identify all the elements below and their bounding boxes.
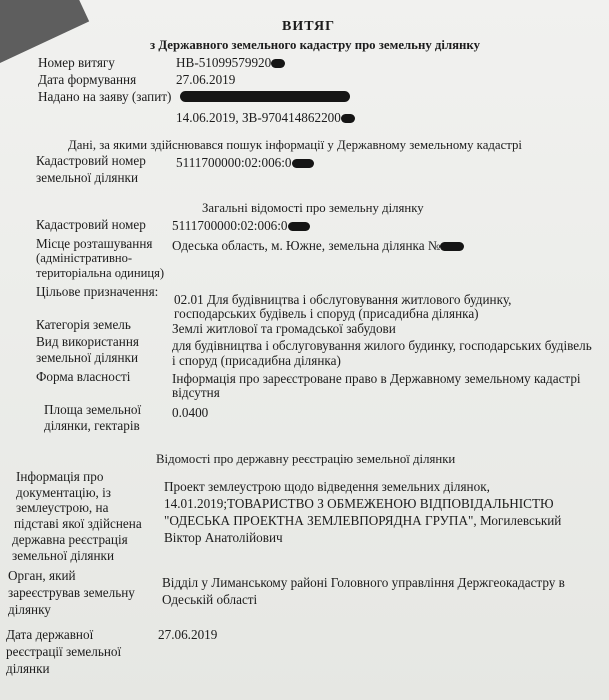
area-label-1: Площа земельної [44, 402, 142, 417]
category-value: Землі житлової та громадської забудови [172, 321, 396, 336]
category-label: Категорія земель [36, 317, 131, 332]
registration-heading: Відомості про державну реєстрацію земельної ділянки [156, 452, 456, 466]
redaction-mark [271, 59, 285, 68]
request-value: 14.06.2019, ЗВ-970414862200 [176, 110, 355, 125]
redaction-mark [180, 91, 350, 102]
location-label-1: Місце розташування [36, 236, 153, 251]
extract-number-value: НВ-51099579920 [176, 55, 285, 70]
reg-date-label-1: Дата державної [6, 627, 94, 642]
search-cadastral-label-1: Кадастровий номер [36, 153, 146, 168]
redaction-mark [288, 222, 310, 231]
authority-value-1: Відділ у Лиманському районі Головного управління Держгеокадастру в [162, 575, 565, 590]
reg-date-label-2: реєстрації земельної [6, 644, 122, 659]
doc-label-5: державна реєстрація [12, 532, 128, 547]
authority-label-3: ділянку [8, 602, 51, 617]
location-label-2: (адміністративно- [36, 251, 133, 265]
doc-label-6: земельної ділянки [12, 548, 115, 563]
extract-number-label: Номер витягу [38, 55, 115, 70]
authority-value-2: Одеській області [162, 592, 258, 607]
document-subtitle: з Державного земельного кадастру про земельну ділянку [150, 38, 481, 52]
doc-label-4: підставі якої здійснена [14, 516, 142, 531]
general-cadastral-label: Кадастровий номер [36, 217, 146, 232]
request-label: Надано на заяву (запит) [38, 89, 172, 104]
formed-date-value: 27.06.2019 [176, 72, 236, 87]
use-label-2: земельної ділянки [36, 350, 139, 365]
reg-date-label-3: ділянки [6, 661, 50, 676]
search-cadastral-value: 5111700000:02:006:0 [176, 155, 314, 170]
request-redaction [180, 88, 350, 103]
doc-label-2: документацію, із [16, 485, 112, 500]
general-heading: Загальні відомості про земельну ділянку [202, 201, 424, 215]
use-value-2: і споруд (присадибна ділянка) [172, 353, 341, 368]
search-cadastral-label-2: земельної ділянки [36, 170, 139, 185]
formed-date-label: Дата формування [38, 72, 137, 87]
area-value: 0.0400 [172, 405, 209, 420]
location-value: Одеська область, м. Южне, земельна ділянка № [172, 238, 464, 253]
doc-value-4: Віктор Анатолійович [164, 530, 283, 545]
purpose-value-1: 02.01 Для будівництва і обслуговування житлового будинку, [174, 292, 512, 307]
authority-label-1: Орган, який [8, 568, 76, 583]
search-heading: Дані, за якими здійснювався пошук інформації у Державному земельному кадастрі [68, 138, 522, 152]
redaction-mark [440, 242, 464, 251]
ownership-value-1: Інформація про зареєстроване право в Державному земельному кадастрі [172, 371, 581, 386]
general-cadastral-value: 5111700000:02:006:0 [172, 218, 310, 233]
use-label-1: Вид використання [36, 334, 139, 349]
authority-label-2: зареєстрував земельну [8, 585, 135, 600]
doc-value-3: "ОДЕСЬКА ПРОЕКТНА ЗЕМЛЕВПОРЯДНА ГРУПА", Могилевський [164, 513, 562, 528]
use-value-1: для будівництва і обслуговування жилого будинку, господарських будівель [172, 338, 592, 353]
doc-label-3: землеустрою, на [16, 500, 109, 515]
ownership-label: Форма власності [36, 369, 131, 384]
doc-value-1: Проект землеустрою щодо відведення земельних ділянок, [164, 479, 490, 494]
ownership-value-2: відсутня [172, 385, 220, 400]
reg-date-value: 27.06.2019 [158, 627, 218, 642]
document-title: ВИТЯГ [282, 19, 336, 34]
area-label-2: ділянки, гектарів [44, 418, 140, 433]
location-label-3: територіальна одиниця) [36, 266, 165, 280]
purpose-value-2: господарських будівель і споруд (присадибна ділянка) [174, 306, 479, 321]
doc-label-1: Інформація про [16, 469, 104, 484]
redaction-mark [341, 114, 355, 123]
doc-value-2: 14.01.2019;ТОВАРИСТВО З ОБМЕЖЕНОЮ ВІДПОВІДАЛЬНІСТЮ [164, 496, 554, 511]
purpose-label: Цільове призначення: [36, 284, 159, 299]
redaction-mark [292, 159, 314, 168]
